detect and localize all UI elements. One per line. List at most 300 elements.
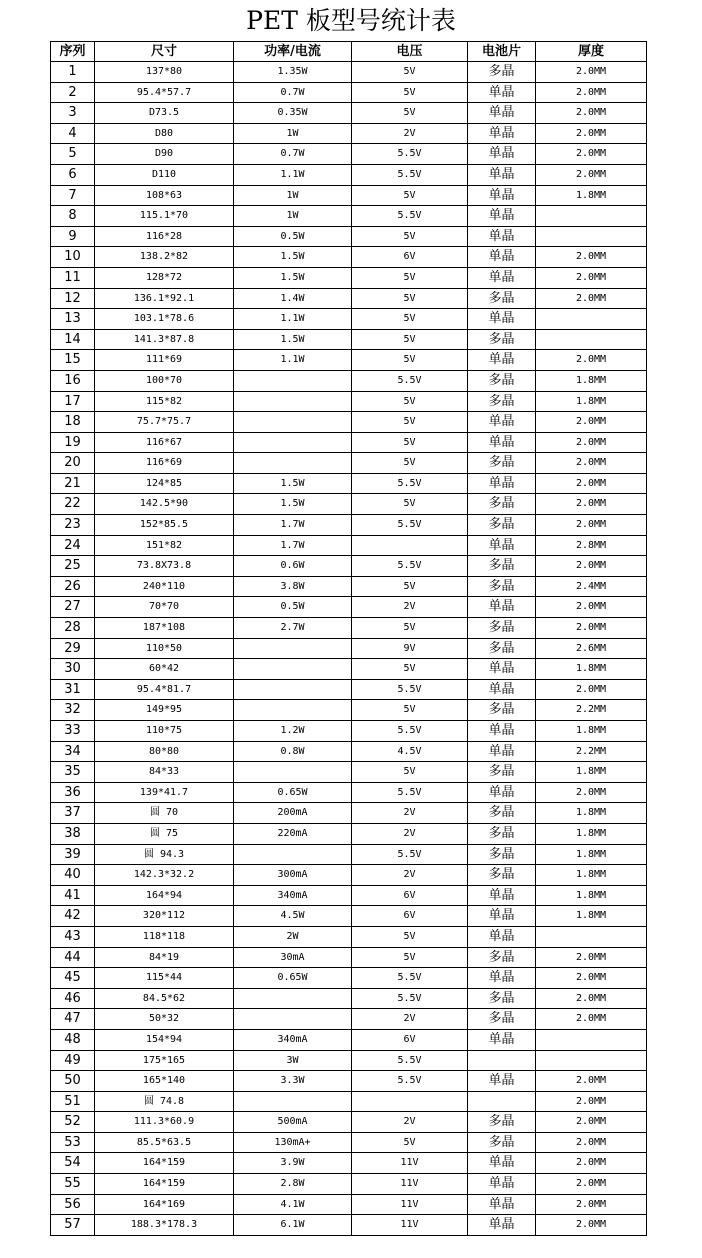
cell-power: [234, 412, 352, 433]
cell-index: 44: [51, 947, 95, 968]
cell-power: 1.1W: [234, 309, 352, 330]
cell-index: 16: [51, 370, 95, 391]
cell-voltage: 6V: [352, 247, 468, 268]
cell-index: 48: [51, 1029, 95, 1050]
cell-index: 29: [51, 638, 95, 659]
table-row: [51, 1091, 647, 1112]
cell-power: 1.5W: [234, 329, 352, 350]
table-row: [51, 1174, 647, 1195]
cell-thickness: 1.8MM: [536, 823, 647, 844]
cell-size: 圆 94.3: [95, 844, 234, 865]
cell-power: [234, 432, 352, 453]
cell-thickness: 2.0MM: [536, 988, 647, 1009]
table-row: [51, 164, 647, 185]
cell-voltage: 11V: [352, 1215, 468, 1236]
cell-size: 136.1*92.1: [95, 288, 234, 309]
cell-power: 0.65W: [234, 968, 352, 989]
cell-thickness: 2.6MM: [536, 638, 647, 659]
cell-size: 73.8X73.8: [95, 556, 234, 577]
table-row: [51, 1215, 647, 1236]
cell-type: 多晶: [468, 618, 536, 639]
cell-power: 0.65W: [234, 782, 352, 803]
cell-power: 30mA: [234, 947, 352, 968]
cell-size: 116*67: [95, 432, 234, 453]
cell-power: 3.8W: [234, 576, 352, 597]
cell-index: 34: [51, 741, 95, 762]
cell-voltage: 6V: [352, 906, 468, 927]
cell-thickness: 2.0MM: [536, 618, 647, 639]
cell-index: 24: [51, 535, 95, 556]
cell-type: 多晶: [468, 453, 536, 474]
table-row: [51, 535, 647, 556]
cell-size: 138.2*82: [95, 247, 234, 268]
cell-thickness: 2.0MM: [536, 1215, 647, 1236]
cell-size: 圆 75: [95, 823, 234, 844]
table-row: [51, 556, 647, 577]
cell-index: 7: [51, 185, 95, 206]
cell-voltage: 5V: [352, 926, 468, 947]
cell-thickness: 2.0MM: [536, 1091, 647, 1112]
col-header-index: 序列: [51, 42, 95, 62]
table-row: [51, 679, 647, 700]
cell-power: [234, 1091, 352, 1112]
cell-type: 单晶: [468, 968, 536, 989]
cell-size: 142.5*90: [95, 494, 234, 515]
cell-index: 55: [51, 1174, 95, 1195]
table-row: [51, 1050, 647, 1071]
cell-voltage: 5V: [352, 659, 468, 680]
cell-index: 32: [51, 700, 95, 721]
cell-thickness: 2.0MM: [536, 453, 647, 474]
cell-size: 320*112: [95, 906, 234, 927]
cell-size: 116*28: [95, 226, 234, 247]
cell-thickness: 2.2MM: [536, 700, 647, 721]
cell-type: 多晶: [468, 844, 536, 865]
cell-size: 164*159: [95, 1153, 234, 1174]
page-title: PET 板型号统计表: [246, 6, 456, 35]
cell-type: 多晶: [468, 576, 536, 597]
cell-type: 单晶: [468, 1174, 536, 1195]
cell-thickness: [536, 206, 647, 227]
cell-size: D90: [95, 144, 234, 165]
cell-power: 2.8W: [234, 1174, 352, 1195]
cell-thickness: 2.8MM: [536, 535, 647, 556]
cell-size: 110*50: [95, 638, 234, 659]
cell-thickness: 2.0MM: [536, 247, 647, 268]
cell-voltage: 11V: [352, 1153, 468, 1174]
table-row: [51, 350, 647, 371]
cell-power: 500mA: [234, 1112, 352, 1133]
cell-voltage: 5V: [352, 1132, 468, 1153]
cell-size: 75.7*75.7: [95, 412, 234, 433]
table-row: [51, 844, 647, 865]
cell-type: 单晶: [468, 247, 536, 268]
cell-thickness: 2.0MM: [536, 556, 647, 577]
cell-type: 单晶: [468, 721, 536, 742]
cell-type: 单晶: [468, 741, 536, 762]
table-row: [51, 885, 647, 906]
cell-voltage: 5V: [352, 391, 468, 412]
cell-size: 164*94: [95, 885, 234, 906]
cell-type: 单晶: [468, 206, 536, 227]
cell-type: 单晶: [468, 226, 536, 247]
cell-index: 20: [51, 453, 95, 474]
cell-size: 84*33: [95, 762, 234, 783]
cell-thickness: 2.0MM: [536, 1132, 647, 1153]
cell-power: 1W: [234, 206, 352, 227]
cell-size: 103.1*78.6: [95, 309, 234, 330]
table-row: [51, 947, 647, 968]
cell-size: 110*75: [95, 721, 234, 742]
cell-size: 111*69: [95, 350, 234, 371]
cell-size: 151*82: [95, 535, 234, 556]
cell-size: D73.5: [95, 103, 234, 124]
cell-type: 单晶: [468, 926, 536, 947]
cell-type: 单晶: [468, 473, 536, 494]
cell-thickness: 2.0MM: [536, 1194, 647, 1215]
cell-index: 6: [51, 164, 95, 185]
cell-thickness: [536, 226, 647, 247]
cell-voltage: 5.5V: [352, 556, 468, 577]
cell-voltage: 5V: [352, 350, 468, 371]
cell-voltage: 2V: [352, 823, 468, 844]
cell-type: 多晶: [468, 988, 536, 1009]
cell-index: 40: [51, 865, 95, 886]
cell-index: 13: [51, 309, 95, 330]
cell-type: 多晶: [468, 1112, 536, 1133]
cell-power: 1.1W: [234, 350, 352, 371]
cell-thickness: 2.2MM: [536, 741, 647, 762]
cell-power: [234, 638, 352, 659]
cell-power: 1.2W: [234, 721, 352, 742]
cell-voltage: [352, 535, 468, 556]
cell-power: 1.5W: [234, 473, 352, 494]
cell-type: 单晶: [468, 1071, 536, 1092]
cell-type: 多晶: [468, 762, 536, 783]
cell-power: [234, 844, 352, 865]
cell-voltage: 5V: [352, 453, 468, 474]
cell-type: 多晶: [468, 391, 536, 412]
cell-power: 130mA+: [234, 1132, 352, 1153]
table-row: [51, 1029, 647, 1050]
col-header-thickness: 厚度: [536, 42, 647, 62]
cell-size: D80: [95, 123, 234, 144]
cell-thickness: 2.0MM: [536, 144, 647, 165]
cell-power: 3.9W: [234, 1153, 352, 1174]
cell-index: 28: [51, 618, 95, 639]
pet-board-table: [50, 41, 647, 1236]
col-header-cell-type: 电池片: [468, 42, 536, 62]
cell-voltage: 5.5V: [352, 1071, 468, 1092]
cell-thickness: [536, 1050, 647, 1071]
cell-index: 10: [51, 247, 95, 268]
cell-thickness: 1.8MM: [536, 844, 647, 865]
cell-type: 单晶: [468, 267, 536, 288]
cell-index: 54: [51, 1153, 95, 1174]
cell-type: 单晶: [468, 679, 536, 700]
cell-thickness: 2.0MM: [536, 947, 647, 968]
table-row: [51, 370, 647, 391]
table-row: [51, 453, 647, 474]
cell-power: 1.5W: [234, 267, 352, 288]
cell-power: 2W: [234, 926, 352, 947]
table-row: [51, 741, 647, 762]
cell-voltage: 5V: [352, 185, 468, 206]
table-row: [51, 515, 647, 536]
cell-type: 单晶: [468, 885, 536, 906]
cell-type: 单晶: [468, 144, 536, 165]
table-row: [51, 988, 647, 1009]
table-row: [51, 1194, 647, 1215]
cell-voltage: 11V: [352, 1194, 468, 1215]
cell-voltage: 2V: [352, 597, 468, 618]
table-row: [51, 1153, 647, 1174]
cell-size: D110: [95, 164, 234, 185]
cell-type: 多晶: [468, 700, 536, 721]
table-row: [51, 309, 647, 330]
cell-voltage: 5V: [352, 618, 468, 639]
table-row: [51, 412, 647, 433]
cell-size: 154*94: [95, 1029, 234, 1050]
cell-thickness: 2.0MM: [536, 679, 647, 700]
table-row: [51, 329, 647, 350]
cell-thickness: 2.0MM: [536, 62, 647, 83]
cell-thickness: [536, 926, 647, 947]
cell-power: 4.5W: [234, 906, 352, 927]
cell-index: 56: [51, 1194, 95, 1215]
cell-thickness: 2.0MM: [536, 288, 647, 309]
cell-size: 115*82: [95, 391, 234, 412]
cell-index: 3: [51, 103, 95, 124]
table-body: [51, 62, 647, 1236]
table-row: [51, 597, 647, 618]
cell-voltage: 5V: [352, 267, 468, 288]
cell-type: 单晶: [468, 1194, 536, 1215]
cell-size: 149*95: [95, 700, 234, 721]
cell-type: 多晶: [468, 62, 536, 83]
cell-thickness: [536, 1029, 647, 1050]
cell-size: 84.5*62: [95, 988, 234, 1009]
cell-size: 118*118: [95, 926, 234, 947]
table-row: [51, 638, 647, 659]
cell-size: 152*85.5: [95, 515, 234, 536]
cell-type: 单晶: [468, 1153, 536, 1174]
cell-thickness: 1.8MM: [536, 659, 647, 680]
cell-size: 115.1*70: [95, 206, 234, 227]
table-row: [51, 865, 647, 886]
cell-thickness: 2.0MM: [536, 82, 647, 103]
cell-index: 2: [51, 82, 95, 103]
cell-index: 47: [51, 1009, 95, 1030]
cell-size: 116*69: [95, 453, 234, 474]
cell-size: 165*140: [95, 1071, 234, 1092]
cell-power: 0.7W: [234, 82, 352, 103]
cell-voltage: 5V: [352, 329, 468, 350]
cell-power: 1W: [234, 123, 352, 144]
cell-index: 14: [51, 329, 95, 350]
cell-voltage: 5V: [352, 288, 468, 309]
cell-voltage: 5V: [352, 62, 468, 83]
table-row: [51, 968, 647, 989]
cell-size: 95.4*57.7: [95, 82, 234, 103]
cell-type: 单晶: [468, 309, 536, 330]
cell-size: 142.3*32.2: [95, 865, 234, 886]
cell-index: 45: [51, 968, 95, 989]
cell-thickness: 2.0MM: [536, 1009, 647, 1030]
cell-type: 单晶: [468, 123, 536, 144]
cell-type: 多晶: [468, 1009, 536, 1030]
col-header-power: 功率/电流: [234, 42, 352, 62]
cell-size: 50*32: [95, 1009, 234, 1030]
cell-type: 单晶: [468, 164, 536, 185]
table-row: [51, 721, 647, 742]
cell-voltage: 5V: [352, 762, 468, 783]
cell-voltage: 5.5V: [352, 721, 468, 742]
cell-type: 多晶: [468, 329, 536, 350]
cell-thickness: 1.8MM: [536, 370, 647, 391]
cell-index: 30: [51, 659, 95, 680]
cell-index: 4: [51, 123, 95, 144]
cell-power: 3W: [234, 1050, 352, 1071]
cell-power: [234, 988, 352, 1009]
cell-power: 300mA: [234, 865, 352, 886]
cell-thickness: 1.8MM: [536, 906, 647, 927]
cell-type: 多晶: [468, 515, 536, 536]
cell-index: 51: [51, 1091, 95, 1112]
cell-index: 25: [51, 556, 95, 577]
cell-index: 31: [51, 679, 95, 700]
table-row: [51, 1112, 647, 1133]
cell-index: 35: [51, 762, 95, 783]
cell-power: 1.35W: [234, 62, 352, 83]
cell-type: 单晶: [468, 432, 536, 453]
cell-size: 164*159: [95, 1174, 234, 1195]
cell-thickness: 2.0MM: [536, 412, 647, 433]
table-row: [51, 432, 647, 453]
cell-power: 1.7W: [234, 535, 352, 556]
cell-voltage: 5.5V: [352, 782, 468, 803]
table-row: [51, 659, 647, 680]
table-row: [51, 247, 647, 268]
cell-index: 53: [51, 1132, 95, 1153]
cell-thickness: 2.0MM: [536, 782, 647, 803]
cell-index: 27: [51, 597, 95, 618]
cell-voltage: 4.5V: [352, 741, 468, 762]
cell-type: 多晶: [468, 638, 536, 659]
cell-thickness: 2.0MM: [536, 1153, 647, 1174]
cell-index: 43: [51, 926, 95, 947]
cell-index: 46: [51, 988, 95, 1009]
cell-voltage: 2V: [352, 123, 468, 144]
table-row: [51, 803, 647, 824]
table-row: [51, 618, 647, 639]
cell-type: 单晶: [468, 782, 536, 803]
cell-voltage: 6V: [352, 885, 468, 906]
table-header-row: [51, 42, 647, 62]
cell-thickness: 2.0MM: [536, 597, 647, 618]
cell-index: 17: [51, 391, 95, 412]
cell-size: 128*72: [95, 267, 234, 288]
cell-type: 多晶: [468, 865, 536, 886]
cell-power: [234, 700, 352, 721]
cell-size: 240*110: [95, 576, 234, 597]
cell-size: 80*80: [95, 741, 234, 762]
cell-index: 23: [51, 515, 95, 536]
cell-index: 11: [51, 267, 95, 288]
cell-power: [234, 370, 352, 391]
cell-thickness: 2.4MM: [536, 576, 647, 597]
table-row: [51, 926, 647, 947]
cell-power: 0.5W: [234, 597, 352, 618]
cell-thickness: 2.0MM: [536, 350, 647, 371]
cell-index: 36: [51, 782, 95, 803]
cell-power: [234, 659, 352, 680]
cell-index: 57: [51, 1215, 95, 1236]
cell-index: 18: [51, 412, 95, 433]
cell-voltage: 2V: [352, 1112, 468, 1133]
table-row: [51, 103, 647, 124]
cell-thickness: 2.0MM: [536, 968, 647, 989]
cell-power: 340mA: [234, 1029, 352, 1050]
cell-size: 圆 70: [95, 803, 234, 824]
cell-type: 单晶: [468, 1215, 536, 1236]
col-header-voltage: 电压: [352, 42, 468, 62]
cell-thickness: 2.0MM: [536, 473, 647, 494]
cell-voltage: 5.5V: [352, 1050, 468, 1071]
cell-size: 84*19: [95, 947, 234, 968]
cell-index: 41: [51, 885, 95, 906]
cell-size: 164*169: [95, 1194, 234, 1215]
table-row: [51, 1132, 647, 1153]
cell-thickness: 2.0MM: [536, 1174, 647, 1195]
table-row: [51, 576, 647, 597]
cell-voltage: 5V: [352, 494, 468, 515]
cell-index: 22: [51, 494, 95, 515]
cell-type: 单晶: [468, 350, 536, 371]
cell-voltage: 5.5V: [352, 968, 468, 989]
table-row: [51, 288, 647, 309]
cell-thickness: 1.8MM: [536, 865, 647, 886]
cell-voltage: 5.5V: [352, 988, 468, 1009]
cell-type: 多晶: [468, 823, 536, 844]
cell-type: 单晶: [468, 1029, 536, 1050]
cell-voltage: 2V: [352, 865, 468, 886]
table-row: [51, 62, 647, 83]
cell-type: [468, 1050, 536, 1071]
cell-type: 多晶: [468, 1132, 536, 1153]
cell-power: 0.35W: [234, 103, 352, 124]
cell-power: [234, 762, 352, 783]
cell-voltage: 5.5V: [352, 206, 468, 227]
cell-size: 175*165: [95, 1050, 234, 1071]
cell-voltage: 5.5V: [352, 515, 468, 536]
cell-size: 115*44: [95, 968, 234, 989]
cell-thickness: 2.0MM: [536, 123, 647, 144]
cell-voltage: 2V: [352, 1009, 468, 1030]
cell-type: 单晶: [468, 659, 536, 680]
cell-size: 108*63: [95, 185, 234, 206]
cell-voltage: 5.5V: [352, 473, 468, 494]
cell-type: 单晶: [468, 906, 536, 927]
table-row: [51, 144, 647, 165]
cell-index: 49: [51, 1050, 95, 1071]
cell-type: 多晶: [468, 947, 536, 968]
table-row: [51, 823, 647, 844]
table-row: [51, 782, 647, 803]
cell-power: 1.5W: [234, 494, 352, 515]
cell-voltage: 5V: [352, 700, 468, 721]
cell-type: 多晶: [468, 803, 536, 824]
